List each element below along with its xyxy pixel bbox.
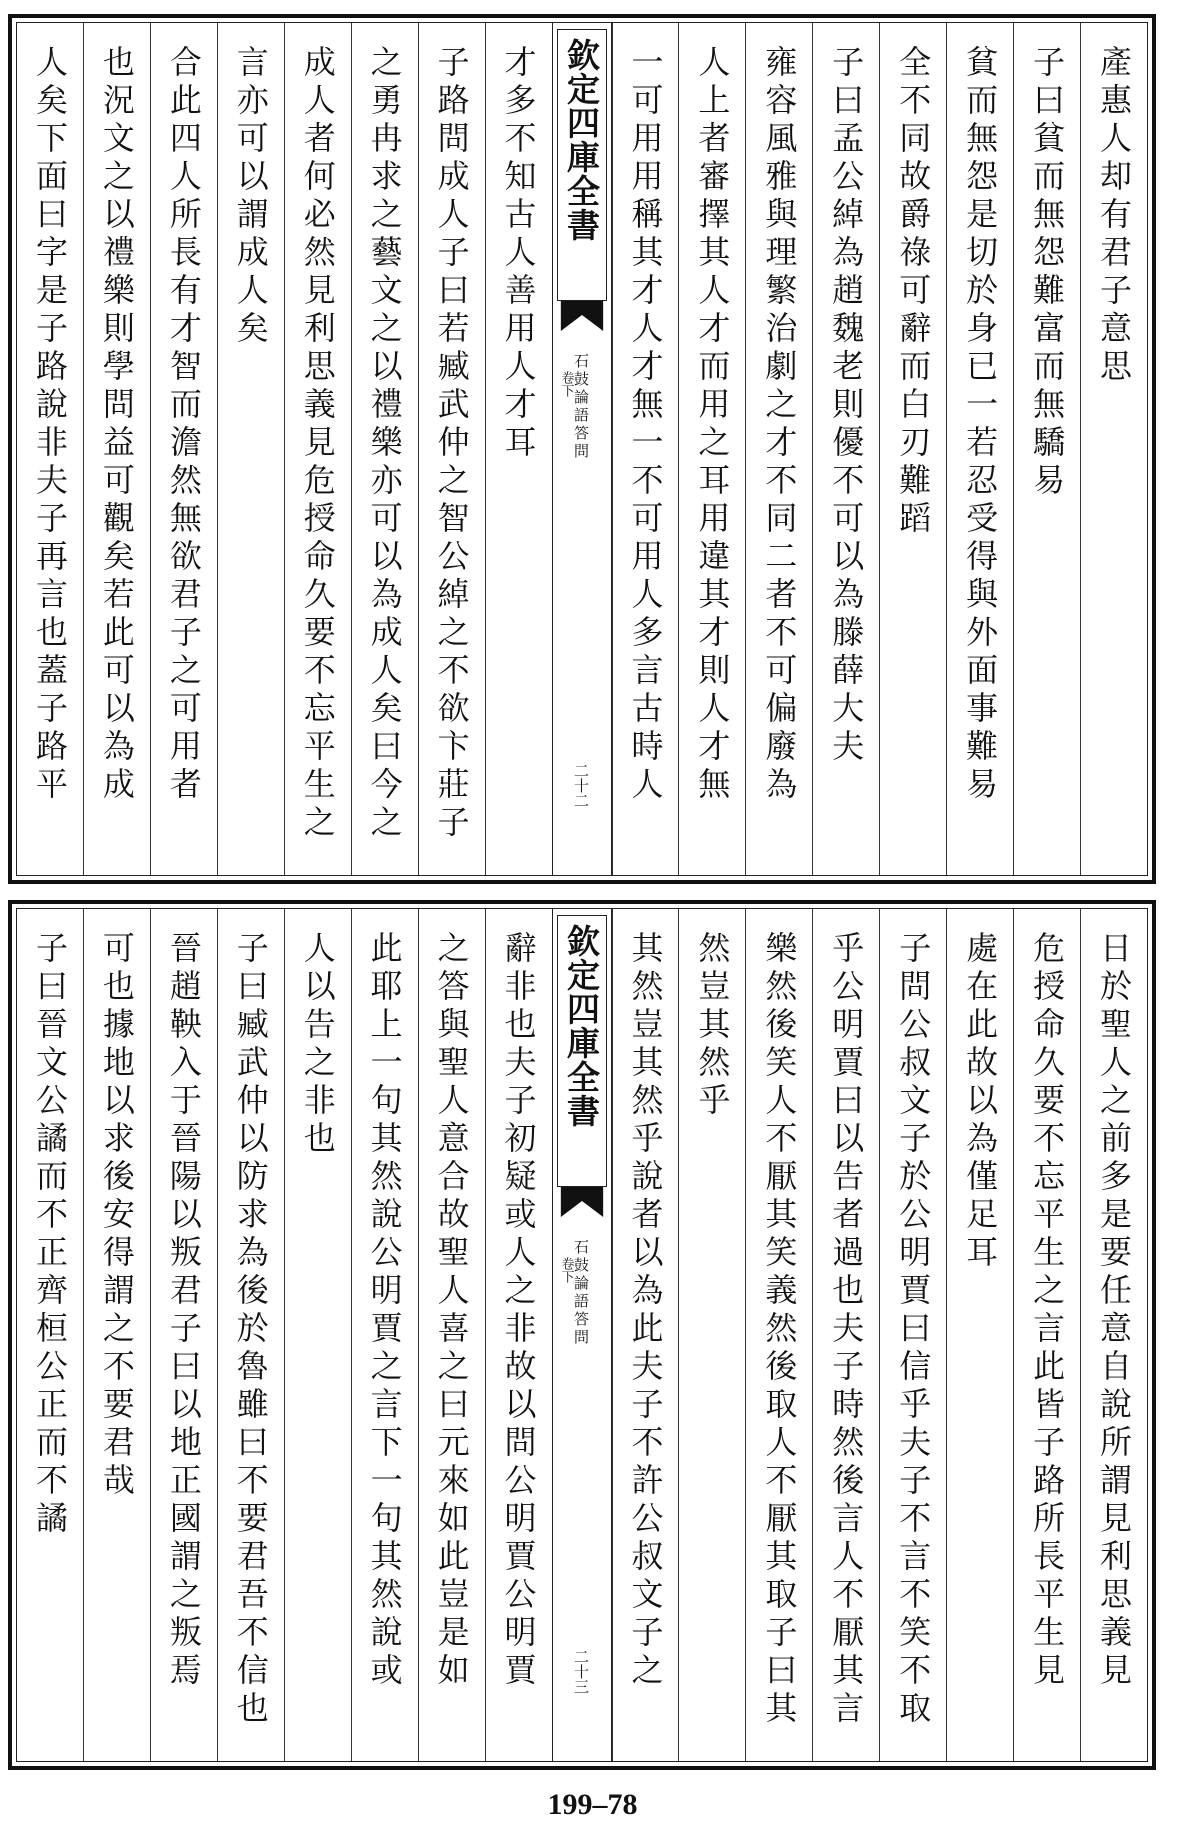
- column-text: 子問公叔文子於公明賈曰信乎夫子不言不笑不取: [894, 931, 933, 1729]
- column-text: 人以告之非也: [298, 931, 337, 1159]
- collection-title-block: [557, 29, 607, 301]
- column-text: 樂然後笑人不厭其笑義然後取人不厭其取子曰其: [760, 931, 799, 1729]
- text-column: [612, 909, 679, 1761]
- center-fold: [552, 23, 612, 875]
- column-text: 處在此故以為僅足耳: [961, 931, 1000, 1273]
- column-text: 之勇冉求之藝文之以禮樂亦可以為成人矣曰今之: [365, 45, 404, 843]
- text-column: [83, 909, 150, 1761]
- column-text: 此耶上一句其然說公明賈之言下一句其然說或: [365, 931, 404, 1691]
- column-text: 也況文之以禮樂則學問益可觀矣若此可以為成: [97, 45, 136, 805]
- text-column: [812, 23, 879, 875]
- text-column: [812, 909, 879, 1761]
- column-text: 人上者審擇其人才而用之耳用違其才則人才無: [693, 45, 732, 805]
- column-text: 合此四人所長有才智而澹然無欲君子之可用者: [164, 45, 203, 805]
- text-column: [217, 23, 284, 875]
- column-text: 子路問成人子曰若臧武仲之智公綽之不欲卞莊子: [432, 45, 471, 843]
- fishtail-mark-icon: [559, 301, 605, 331]
- fishtail-mark-icon: [559, 1187, 605, 1217]
- column-text: 之答與聖人意合故聖人喜之曰元來如此豈是如: [432, 931, 471, 1691]
- column-text: 其然豈其然乎說者以為此夫子不許公叔文子之: [626, 931, 665, 1691]
- page-frame: [16, 22, 1148, 876]
- column-text: 人矣下面曰字是子路說非夫子再言也蓋子路平: [30, 45, 69, 805]
- text-column: [678, 909, 745, 1761]
- column-text: 日於聖人之前多是要任意自說所謂見利思義見: [1095, 931, 1134, 1691]
- text-column: [284, 909, 351, 1761]
- text-column: [485, 23, 552, 875]
- text-column: [418, 23, 485, 875]
- text-column: [284, 23, 351, 875]
- text-column: [150, 23, 217, 875]
- text-column: [485, 909, 552, 1761]
- text-column: [351, 909, 418, 1761]
- text-column: [745, 23, 812, 875]
- text-column: [217, 909, 284, 1761]
- column-text: 可也據地以求後安得謂之不要君哉: [97, 931, 136, 1501]
- column-text: 成人者何必然見利思義見危授命久要不忘平生之: [298, 45, 337, 843]
- column-text: 晉趙鞅入于晉陽以叛君子曰以地正國謂之叛焉: [164, 931, 203, 1691]
- text-column: [1013, 909, 1080, 1761]
- text-column: [745, 909, 812, 1761]
- collection-title: 欽定四庫全書: [562, 38, 601, 242]
- text-column: [418, 909, 485, 1761]
- text-column: [83, 23, 150, 875]
- text-column: [879, 23, 946, 875]
- text-column: [612, 23, 679, 875]
- folio-number: 二十三: [572, 1649, 590, 1694]
- page-frame: [16, 908, 1148, 1762]
- column-text: 言亦可以謂成人矣: [231, 45, 270, 349]
- page-top: [8, 14, 1156, 884]
- column-text: 然豈其然乎: [693, 931, 732, 1121]
- column-text: 全不同故爵祿可辭而白刃難蹈: [894, 45, 933, 539]
- column-text: 子曰晉文公譎而不正齊桓公正而不譎: [30, 931, 69, 1539]
- text-column: [1080, 23, 1147, 875]
- text-column: [1080, 909, 1147, 1761]
- folio-number: 二十二: [572, 763, 590, 808]
- column-text: 產惠人却有君子意思: [1095, 45, 1134, 387]
- text-column: [150, 909, 217, 1761]
- volume-label: 卷下: [558, 371, 574, 397]
- book-title: 石鼓論語答問: [572, 353, 590, 461]
- collection-title: 欽定四庫全書: [562, 924, 601, 1128]
- column-text: 貧而無怨是切於身已一若忍受得與外面事難易: [961, 45, 1000, 805]
- column-text: 子曰孟公綽為趙魏老則優不可以為滕薛大夫: [827, 45, 866, 767]
- text-column: [351, 23, 418, 875]
- book-title: 石鼓論語答問: [572, 1239, 590, 1347]
- center-fold: [552, 909, 612, 1761]
- column-text: 子曰臧武仲以防求為後於魯雖曰不要君吾不信也: [231, 931, 270, 1729]
- text-column: [17, 909, 83, 1761]
- column-text: 乎公明賈曰以告者過也夫子時然後言人不厭其言: [827, 931, 866, 1729]
- text-column: [1013, 23, 1080, 875]
- text-column: [879, 909, 946, 1761]
- volume-label: 卷下: [558, 1257, 574, 1283]
- column-text: 才多不知古人善用人才耳: [499, 45, 538, 463]
- column-text: 危授命久要不忘平生之言此皆子路所長平生見: [1028, 931, 1067, 1691]
- page-number: 199–78: [547, 1788, 638, 1821]
- collection-title-block: [557, 915, 607, 1187]
- text-column: [678, 23, 745, 875]
- text-column: [946, 909, 1013, 1761]
- column-text: 子曰貧而無怨難富而無驕易: [1028, 45, 1067, 501]
- text-column: [946, 23, 1013, 875]
- page-bottom: [8, 900, 1156, 1770]
- column-text: 一可用用稱其才人才無一不可用人多言古時人: [626, 45, 665, 805]
- text-column: [17, 23, 83, 875]
- column-text: 辭非也夫子初疑或人之非故以問公明賈公明賈: [499, 931, 538, 1691]
- column-text: 雍容風雅與理繁治劇之才不同二者不可偏廢為: [760, 45, 799, 805]
